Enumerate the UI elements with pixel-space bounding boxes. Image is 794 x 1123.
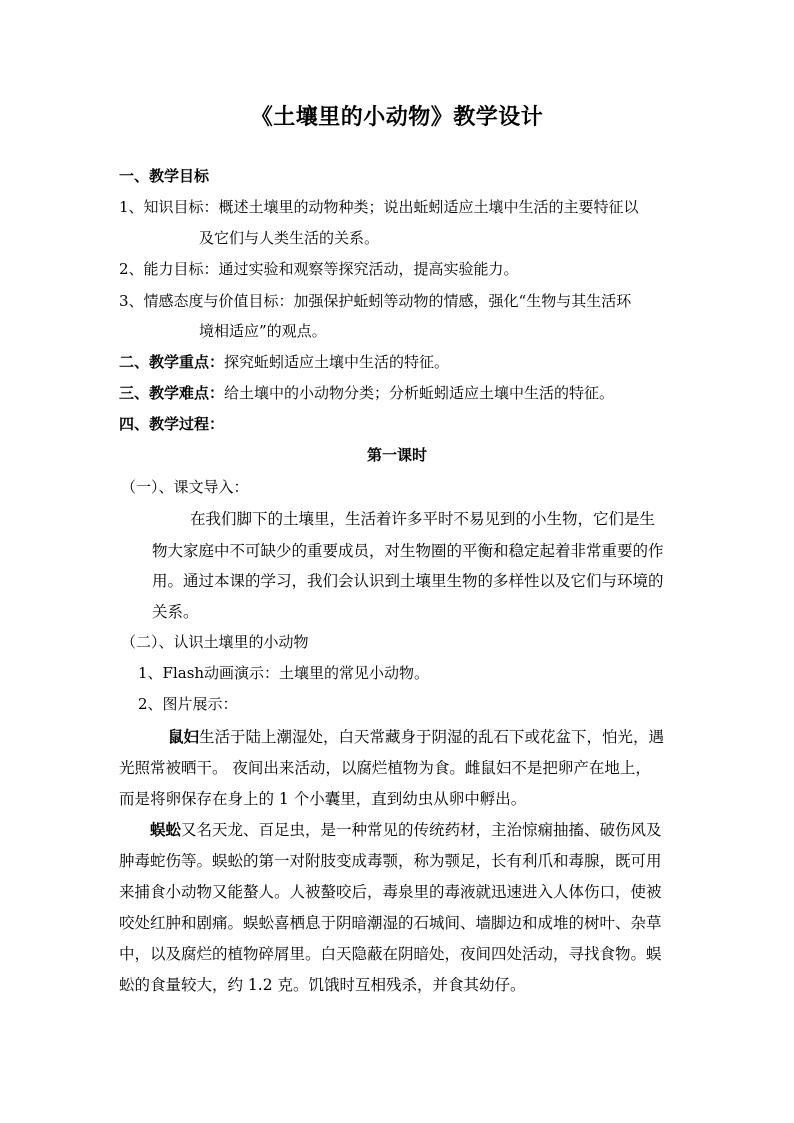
centipede-line-2: 肿毒蛇伤等。蜈蚣的第一对附肢变成毒颚，称为颚足，长有利爪和毒腺，既可用 <box>119 852 662 870</box>
centipede-line-3: 来捕食小动物又能螯人。人被螯咬后，毒泉里的毒液就迅速进入人体伤口，使被 <box>119 883 662 901</box>
difficulty-label: 三、教学难点： <box>119 384 225 402</box>
difficulty-text: 给土壤中的小动物分类；分析蚯蚓适应土壤中生活的特征。 <box>224 384 615 402</box>
part-1-heading: （一）、课文导入： <box>121 478 249 496</box>
goals-heading: 一、教学目标 <box>119 167 210 185</box>
goal-3-line-2: 境相适应”的观点。 <box>199 322 327 340</box>
item-1: 1、Flash动画演示：土壤里的常见小动物。 <box>138 664 430 682</box>
woodlouse-text: 生活于陆上潮湿处，白天常藏身于阴湿的乱石下或花盆下，怕光，遇 <box>199 728 665 746</box>
document-title: 《土壤里的小动物》教学设计 <box>250 104 544 130</box>
key-point-label: 二、教学重点： <box>119 353 225 371</box>
item-2: 2、图片展示： <box>138 695 238 713</box>
woodlouse-name: 鼠妇 <box>168 727 200 746</box>
lesson-heading: 第一课时 <box>366 446 427 464</box>
process-heading: 四、教学过程： <box>119 415 225 433</box>
centipede-name: 蜈蚣 <box>150 820 182 839</box>
key-point <box>119 352 449 372</box>
goal-1-line-2: 及它们与人类生活的关系。 <box>199 229 380 247</box>
centipede-text: 又名天龙、百足虫，是一种常见的传统药材，主治惊痫抽搐、破伤风及 <box>181 821 662 839</box>
goal-3-line-1: 3、情感态度与价值目标：加强保护蚯蚓等动物的情感，强化“生物与其生活环 <box>119 292 632 310</box>
goal-2: 2、能力目标：通过实验和观察等探究活动，提高实验能力。 <box>119 260 519 278</box>
intro-line-4: 关系。 <box>152 603 199 621</box>
goal-1-line-1: 1、知识目标：概述土壤里的动物种类；说出蚯蚓适应土壤中生活的主要特征以 <box>119 198 639 216</box>
intro-line-3: 用。通过本课的学习，我们会认识到土壤里生物的多样性以及它们与环境的 <box>152 572 664 590</box>
intro-line-2: 物大家庭中不可缺少的重要成员，对生物圈的平衡和稳定起着非常重要的作 <box>152 542 664 560</box>
woodlouse-line-3: 而是将卵保存在身上的 1 个小囊里，直到幼虫从卵中孵出。 <box>119 790 527 808</box>
key-point-text: 探究蚯蚓适应土壤中生活的特征。 <box>224 353 450 371</box>
centipede-line-1 <box>150 820 662 840</box>
centipede-line-4: 咬处红肿和剧痛。蜈蚣喜栖息于阴暗潮湿的石城间、墙脚边和成堆的树叶、杂草 <box>119 914 662 932</box>
woodlouse-line-1 <box>168 727 664 747</box>
part-2-heading: （二）、认识土壤里的小动物 <box>121 633 309 651</box>
intro-line-1: 在我们脚下的土壤里，生活着许多平时不易见到的小生物，它们是生 <box>190 510 656 528</box>
difficulty-point <box>119 383 614 403</box>
centipede-line-6: 蚣的食量较大，约 1.2 克。饥饿时互相残杀，并食其幼仔。 <box>119 976 526 994</box>
centipede-line-5: 中，以及腐烂的植物碎屑里。白天隐蔽在阴暗处，夜间四处活动，寻找食物。蜈 <box>119 945 662 963</box>
woodlouse-line-2: 光照常被晒干。 夜间出来活动，以腐烂植物为食。雌鼠妇不是把卵产在地上， <box>119 759 651 777</box>
